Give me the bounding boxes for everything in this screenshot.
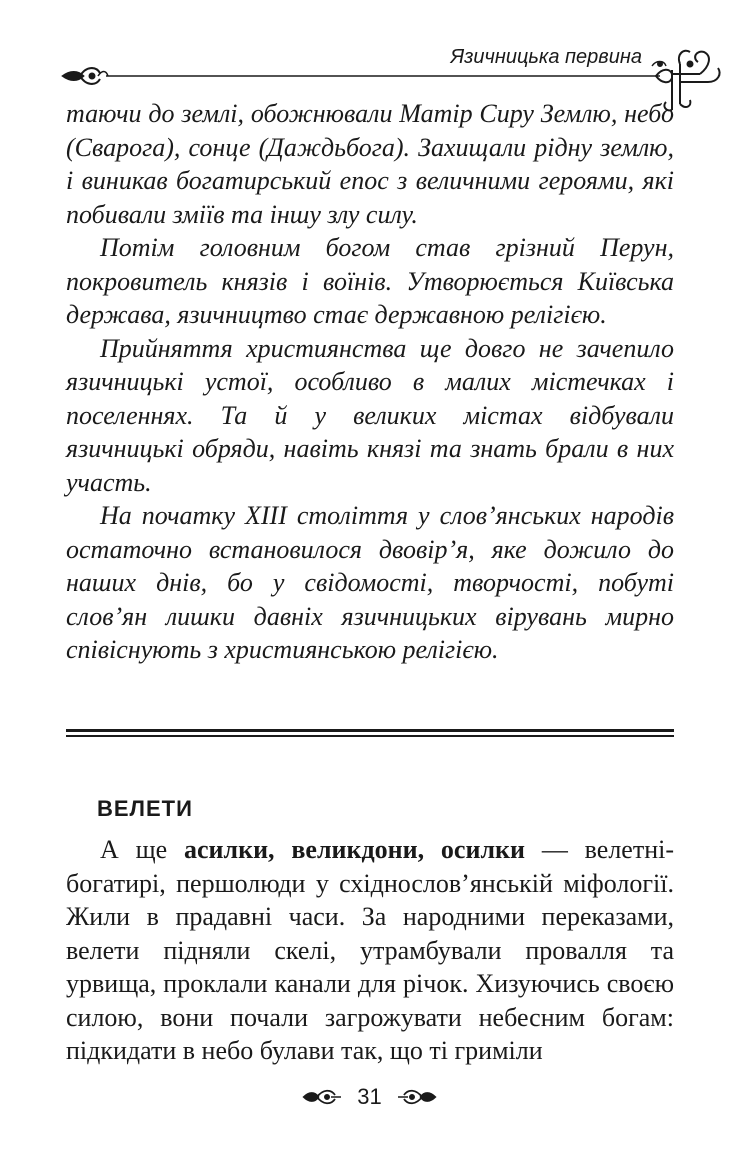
right-flourish-icon bbox=[398, 1087, 438, 1107]
section-heading: ВЕЛЕТИ bbox=[97, 796, 193, 821]
page-footer bbox=[0, 1084, 739, 1120]
running-title: Язичницька первина bbox=[450, 46, 642, 68]
paragraph: Прийняття християнства ще довго не зачепило язичницькі устої, особливо в малих містечках і поселеннях. Та й у великих містах відбували язичницькі обряди, навіть князі та знать брали в них участь. bbox=[66, 333, 674, 497]
paragraph: На початку XIII століття у слов’янських народів остаточно встановилося двовір’я, яке дожило до наших днів, бо у свідомості, творчості, побуті слов’ян лишки давніх язичницьких вірувань мирно співіснують з християнською релігією. bbox=[66, 501, 674, 664]
paragraph: таючи до землі, обожнювали Матір Сиру Землю, небо (Сварога), сонце (Даждьбога). Захищали рідну землю, і виникав богатирський епос з величними героями, які побивали зміїв та іншу злу силу. bbox=[66, 99, 674, 229]
body-text-block bbox=[66, 833, 674, 1068]
paragraph: Потім головним богом став грізний Перун, покровитель князів і воїнів. Утворюється Київська держава, язичництво стає державною релігією. bbox=[66, 233, 674, 329]
bold-terms: асилки, великдони, осилки bbox=[183, 835, 526, 864]
paragraph-body: — велетні-богатирі, першолюди у східнослов’янській міфології. Жили в прадавні часи. За народними переказами, велети підняли скелі, утрамбували провалля та урвища, проклали канали для річок. Хизуючись своєю силою, вони почали загрожувати небесним богам: підкидати в небо булави так, що ті гриміли bbox=[66, 835, 674, 1065]
left-flourish-icon bbox=[301, 1087, 341, 1107]
paragraph bbox=[66, 833, 674, 1068]
page-number: 31 bbox=[357, 1084, 382, 1109]
section-divider bbox=[66, 729, 674, 737]
lead-word: А ще bbox=[100, 835, 184, 864]
italic-text-block bbox=[66, 97, 674, 667]
